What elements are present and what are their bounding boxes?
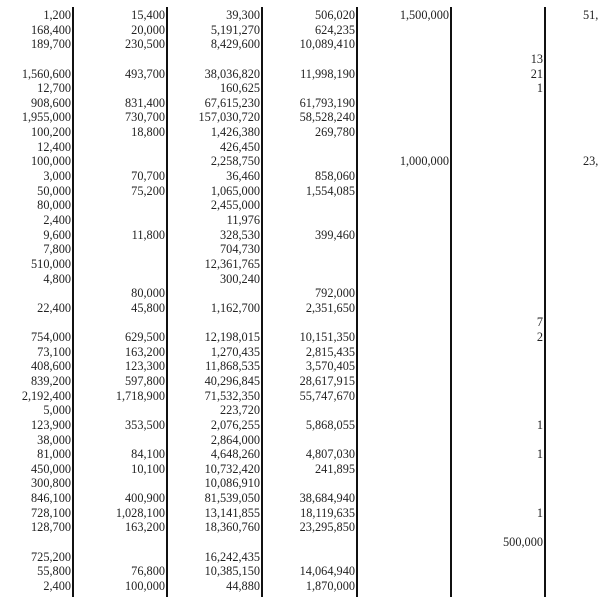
table-cell: 12,198,015 [204, 330, 260, 345]
table-cell: 1,955,000 [21, 110, 71, 125]
table-cell: 163,200 [125, 520, 165, 535]
table-cell: 400,900 [125, 491, 165, 506]
table-cell: 269,780 [315, 125, 355, 140]
table-cell: 1 [536, 81, 543, 96]
table-cell: 23, [583, 154, 599, 169]
table-cell: 11,976 [226, 212, 260, 227]
table-cell: 70,700 [131, 169, 165, 184]
table-cell: 160,625 [220, 81, 260, 96]
table-cell: 12,361,765 [204, 256, 260, 271]
table-cell: 20,000 [131, 22, 165, 37]
table-cell: 2,192,400 [21, 388, 71, 403]
table-cell: 45,800 [131, 300, 165, 315]
table-cell: 39,300 [226, 8, 260, 22]
table-cell: 839,200 [31, 374, 71, 388]
table-cell: 1 [536, 447, 543, 462]
table-cell: 5,868,055 [305, 417, 355, 432]
table-cell: 353,500 [125, 417, 165, 432]
table-cell: 51, [583, 8, 599, 22]
table-cell: 328,530 [220, 227, 260, 242]
table-cell: 754,000 [31, 330, 71, 345]
table-cell: 10,086,910 [204, 476, 260, 491]
table-cell: 10,100 [131, 461, 165, 476]
table-cell: 230,500 [125, 37, 165, 52]
table-rule-6 [544, 7, 546, 597]
table-cell: 1 [536, 505, 543, 520]
table-cell: 2,815,435 [305, 344, 355, 359]
table-cell: 4,648,260 [210, 447, 260, 462]
table-cell: 84,100 [131, 447, 165, 462]
table-cell: 831,400 [125, 95, 165, 110]
table-cell: 4,800 [43, 271, 71, 286]
table-cell: 399,460 [315, 227, 355, 242]
table-cell: 4,807,030 [305, 447, 355, 462]
table-cell: 7 [536, 315, 543, 330]
table-cell: 704,730 [220, 242, 260, 257]
table-cell: 1,162,700 [210, 300, 260, 315]
table-cell: 22,400 [37, 300, 71, 315]
table-cell: 100,200 [31, 125, 71, 140]
table-cell: 8,429,600 [210, 37, 260, 52]
table-cell: 44,880 [226, 578, 260, 593]
table-cell: 28,617,915 [299, 374, 355, 388]
table-cell: 2,864,000 [210, 432, 260, 447]
table-cell: 1,718,900 [115, 388, 165, 403]
table-cell: 81,000 [37, 447, 71, 462]
table-cell: 67,615,230 [204, 95, 260, 110]
table-cell: 80,000 [37, 198, 71, 213]
table-cell: 10,151,350 [299, 330, 355, 345]
table-cell: 16,242,435 [204, 549, 260, 564]
table-cell: 2,400 [43, 212, 71, 227]
table-cell: 1,200 [43, 8, 71, 22]
table-cell: 300,240 [220, 271, 260, 286]
table-cell: 11,998,190 [300, 66, 355, 81]
table-cell: 629,500 [125, 330, 165, 345]
table-cell: 1,554,085 [305, 183, 355, 198]
table-cell: 2,258,750 [210, 154, 260, 169]
table-cell: 18,119,635 [300, 505, 355, 520]
table-cell: 9,600 [43, 227, 71, 242]
table-cell: 2,076,255 [210, 417, 260, 432]
table-cell: 189,700 [31, 37, 71, 52]
table-cell: 71,532,350 [204, 388, 260, 403]
table-rule-1 [72, 7, 74, 597]
table-cell: 13,141,855 [204, 505, 260, 520]
table-cell: 1,426,380 [210, 125, 260, 140]
table-rule-2 [166, 7, 168, 597]
table-cell: 38,684,940 [299, 491, 355, 506]
table-cell: 15,400 [131, 8, 165, 22]
table-cell: 500,000 [503, 535, 543, 550]
table-cell: 123,300 [125, 359, 165, 374]
table-cell: 10,089,410 [299, 37, 355, 52]
table-cell: 3,570,405 [305, 359, 355, 374]
table-cell: 7,800 [43, 242, 71, 257]
table-cell: 5,191,270 [210, 22, 260, 37]
table-cell: 1,270,435 [210, 344, 260, 359]
table-cell: 2,351,650 [305, 300, 355, 315]
table-cell: 908,600 [31, 95, 71, 110]
table-cell: 1,870,000 [305, 578, 355, 593]
table-cell: 241,895 [315, 461, 355, 476]
table-cell: 728,100 [31, 505, 71, 520]
table-cell: 18,360,760 [204, 520, 260, 535]
table-rule-5 [450, 7, 452, 597]
table-cell: 40,296,845 [204, 374, 260, 388]
table-cell: 2,455,000 [210, 198, 260, 213]
table-cell: 624,235 [315, 22, 355, 37]
table-cell: 725,200 [31, 549, 71, 564]
table-cell: 128,700 [31, 520, 71, 535]
table-cell: 846,100 [31, 491, 71, 506]
table-cell: 1 [536, 417, 543, 432]
table-cell: 493,700 [125, 66, 165, 81]
table-cell: 223,720 [220, 403, 260, 418]
table-cell: 61,793,190 [299, 95, 355, 110]
table-cell: 408,600 [31, 359, 71, 374]
table-cell: 1,065,000 [210, 183, 260, 198]
table-cell: 3,000 [43, 169, 71, 184]
table-cell: 100,000 [125, 578, 165, 593]
table-cell: 38,036,820 [204, 66, 260, 81]
table-cell: 21 [530, 66, 543, 81]
table-cell: 5,000 [43, 403, 71, 418]
table-cell: 13 [530, 51, 543, 66]
table-cell: 597,800 [125, 374, 165, 388]
table-cell: 2 [536, 330, 543, 345]
table-cell: 76,800 [131, 564, 165, 579]
table-cell: 426,450 [220, 139, 260, 154]
table-cell: 1,000,000 [399, 154, 449, 169]
table-cell: 300,800 [31, 476, 71, 491]
table-cell: 23,295,850 [299, 520, 355, 535]
table-cell: 80,000 [131, 286, 165, 301]
table-cell: 157,030,720 [198, 110, 260, 125]
table-cell: 38,000 [37, 432, 71, 447]
table-cell: 58,528,240 [299, 110, 355, 125]
table-cell: 730,700 [125, 110, 165, 125]
table-cell: 1,028,100 [115, 505, 165, 520]
table-cell: 168,400 [31, 22, 71, 37]
table-cell: 100,000 [31, 154, 71, 169]
table-cell: 2,400 [43, 578, 71, 593]
table-cell: 1,500,000 [399, 8, 449, 22]
table-cell: 1,560,600 [21, 66, 71, 81]
table-cell: 792,000 [315, 286, 355, 301]
table-cell: 11,868,535 [205, 359, 260, 374]
table-cell: 55,747,670 [299, 388, 355, 403]
table-cell: 50,000 [37, 183, 71, 198]
table-cell: 123,900 [31, 417, 71, 432]
table-cell: 36,460 [226, 169, 260, 184]
table-rule-3 [261, 7, 263, 597]
table-cell: 10,385,150 [204, 564, 260, 579]
table-cell: 12,700 [37, 81, 71, 96]
table-cell: 506,020 [315, 8, 355, 22]
table-cell: 75,200 [131, 183, 165, 198]
table-cell: 858,060 [315, 169, 355, 184]
table-cell: 73,100 [37, 344, 71, 359]
table-cell: 163,200 [125, 344, 165, 359]
table-cell: 12,400 [37, 139, 71, 154]
table-cell: 510,000 [31, 256, 71, 271]
table-rule-4 [356, 7, 358, 597]
table-cell: 81,539,050 [204, 491, 260, 506]
table-cell: 55,800 [37, 564, 71, 579]
table-cell: 450,000 [31, 461, 71, 476]
table-cell: 14,064,940 [299, 564, 355, 579]
table-cell: 11,800 [131, 227, 165, 242]
table-cell: 18,800 [131, 125, 165, 140]
table-cell: 10,732,420 [204, 461, 260, 476]
